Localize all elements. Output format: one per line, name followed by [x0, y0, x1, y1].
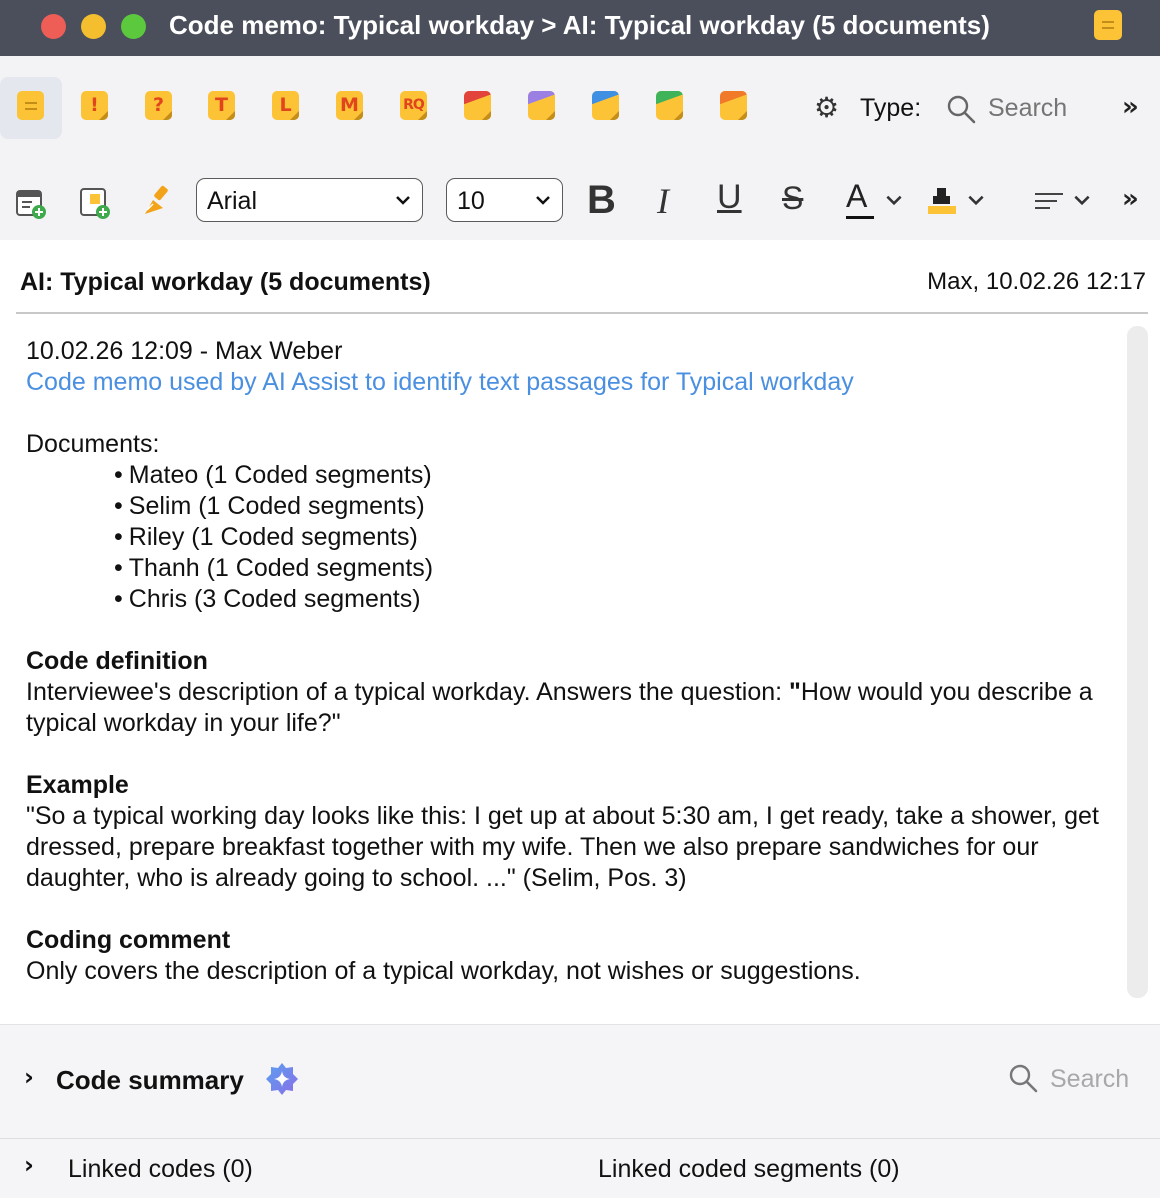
title-bar: [0, 0, 1160, 56]
memo-type-literature-icon[interactable]: L: [272, 91, 299, 120]
memo-type-green-icon[interactable]: [656, 91, 683, 120]
example-text: "So a typical working day looks like this: I get up at about 5:30 am, I get ready, take a shower, get dressed, prepare breakfast together with my wife. Then we also prepare sandwiches for our daughter, who is already going to school. ..." (Selim, Pos. 3): [26, 802, 1099, 892]
chevron-down-icon[interactable]: [1072, 190, 1092, 210]
linked-codes-label[interactable]: Linked codes (0): [68, 1155, 253, 1183]
type-search-input[interactable]: [988, 94, 1098, 123]
memo-type-theory-icon[interactable]: T: [208, 91, 235, 120]
list-item: • Riley (1 Coded segments): [114, 522, 1121, 553]
memo-type-standard-icon[interactable]: [17, 91, 44, 120]
summary-search-placeholder[interactable]: Search: [1050, 1065, 1130, 1093]
example-heading: Example: [26, 771, 129, 799]
definition-heading: Code definition: [26, 647, 208, 675]
created-line: 10.02.26 12:09 - Max Weber: [26, 337, 343, 365]
links-panel: [0, 1138, 1160, 1198]
highlighter-icon[interactable]: [924, 182, 958, 216]
insert-date-icon[interactable]: [14, 186, 48, 220]
code-summary-panel: [0, 1024, 1160, 1138]
strikethrough-button[interactable]: S: [782, 180, 804, 216]
memo-type-toolbar: [0, 56, 1160, 160]
list-item: • Chris (3 Coded segments): [114, 584, 1121, 615]
comment-heading: Coding comment: [26, 926, 231, 954]
font-size-value: 10: [457, 187, 485, 215]
format-toolbar: [0, 160, 1160, 240]
gear-icon[interactable]: ⚙: [814, 91, 840, 124]
chevron-down-icon[interactable]: [966, 190, 986, 210]
memo-subtitle: Code memo used by AI Assist to identify text passages for Typical workday: [26, 368, 854, 396]
linked-segments-label[interactable]: Linked coded segments (0): [598, 1155, 900, 1183]
format-painter-icon[interactable]: [141, 184, 175, 218]
memo-icon: [1094, 10, 1122, 40]
list-item: • Mateo (1 Coded segments): [114, 460, 1121, 491]
chevron-down-icon: [534, 191, 552, 209]
window-title: Code memo: Typical workday > AI: Typical workday (5 documents): [169, 10, 990, 40]
type-search[interactable]: [946, 92, 1106, 126]
more-chevron-icon[interactable]: »: [1122, 92, 1139, 122]
insert-document-link-icon[interactable]: [78, 186, 112, 220]
chevron-down-icon[interactable]: [884, 190, 904, 210]
memo-editor[interactable]: [26, 336, 1121, 987]
font-family-select[interactable]: [196, 178, 423, 222]
text-color-letter: A: [846, 178, 868, 214]
search-icon: [946, 94, 976, 124]
memo-type-exclamation-icon[interactable]: !: [81, 91, 108, 120]
expand-chevron-icon[interactable]: ›: [24, 1063, 34, 1091]
italic-button[interactable]: I: [657, 181, 669, 221]
text-color-button[interactable]: [846, 178, 867, 215]
memo-author: Max: [927, 268, 973, 295]
type-label: Type:: [860, 94, 922, 122]
memo-type-blue-icon[interactable]: [592, 91, 619, 120]
underline-button[interactable]: U: [717, 178, 742, 216]
zoom-window-button[interactable]: [121, 14, 146, 39]
expand-chevron-icon[interactable]: ›: [24, 1151, 34, 1179]
memo-type-orange-icon[interactable]: [720, 91, 747, 120]
header-divider: [16, 312, 1148, 314]
more-chevron-icon[interactable]: »: [1122, 184, 1139, 214]
align-icon[interactable]: [1032, 184, 1066, 218]
minimize-window-button[interactable]: [81, 14, 106, 39]
comment-text: Only covers the description of a typical workday, not wishes or suggestions.: [26, 957, 861, 985]
memo-type-purple-icon[interactable]: [528, 91, 555, 120]
code-summary-title[interactable]: Code summary: [56, 1065, 244, 1095]
bold-button[interactable]: B: [587, 178, 616, 222]
documents-label: Documents:: [26, 430, 160, 458]
close-window-button[interactable]: [41, 14, 66, 39]
memo-type-research-question-icon[interactable]: RQ: [400, 91, 427, 120]
definition-text: Interviewee's description of a typical workday. Answers the question: "How would you describe a typical workday in your life?": [26, 678, 1093, 737]
documents-list: [26, 460, 1121, 615]
memo-title: AI: Typical workday (5 documents): [20, 268, 431, 296]
list-item: • Selim (1 Coded segments): [114, 491, 1121, 522]
font-family-value: Arial: [207, 187, 258, 215]
vertical-scrollbar[interactable]: [1127, 326, 1148, 998]
memo-timestamp: , 10.02.26 12:17: [972, 268, 1146, 295]
memo-meta: [927, 268, 1146, 296]
ai-assist-icon[interactable]: [265, 1062, 299, 1096]
font-size-select[interactable]: [446, 178, 563, 222]
search-icon[interactable]: [1008, 1063, 1038, 1093]
list-item: • Thanh (1 Coded segments): [114, 553, 1121, 584]
memo-type-question-icon[interactable]: ?: [145, 91, 172, 120]
memo-type-red-icon[interactable]: [464, 91, 491, 120]
memo-type-method-icon[interactable]: M: [336, 91, 363, 120]
chevron-down-icon: [394, 191, 412, 209]
